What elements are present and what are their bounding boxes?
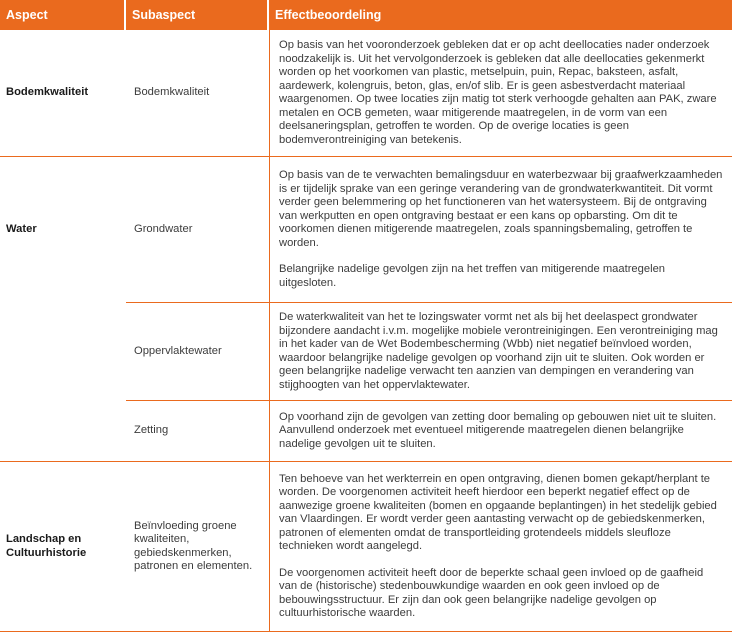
aspect-cell: Bodemkwaliteit: [0, 30, 126, 157]
table-row: [0, 30, 732, 157]
effect-paragraph: Op voorhand zijn de gevolgen van zetting door bemaling op gebouwen niet uit te sluiten. Aanvullend onderzoek met eventueel mitigerende maatregelen dienen belangrijke nadelige gevolgen uit te sluiten.: [279, 410, 717, 450]
subaspect-cell: Zetting: [126, 401, 269, 462]
effect-paragraph: De waterkwaliteit van het te lozingswater vormt net als bij het deelaspect grondwater bijzondere aandacht i.v.m. mogelijke mobiele verontreinigingen. Een verontreiniging mag in het kader van de Wet Bodembescherming (Wbb) niet negatief beïnvloed worden, waardoor belangrijke nadelige gevolgen op voorhand zijn uit te sluiten. Ook worden er geen belangrijke nadelige verwacht ten aanzien van dempingen en verandering van stijghoogten van het oppervlaktewater.: [279, 311, 718, 391]
subaspect-cell: Grondwater: [126, 157, 269, 303]
effect-cell: [269, 303, 732, 401]
effect-paragraph: Ten behoeve van het werkterrein en open ontgraving, dienen bomen gekapt/herplant te worden. De voorgenomen activiteit heeft hierdoor een beperkt negatief effect op de aanwezige groene kwaliteiten (bomen en opgaande beplantingen) in het stedelijk gebied van Vlaardingen. Er wordt verder geen aantasting verwacht op de gebiedskenmerken, patronen of elementen omdat de transportleiding grotendeels middels sleufloze technieken wordt aangelegd.: [279, 472, 717, 552]
effect-cell: [269, 157, 732, 303]
aspect-cell-empty: [0, 401, 126, 462]
effect-paragraph: Belangrijke nadelige gevolgen zijn na het treffen van mitigerende maatregelen uitgesloten.: [279, 263, 666, 289]
table-row: [0, 303, 732, 401]
header-aspect: Aspect: [0, 0, 126, 30]
table-row: [0, 462, 732, 632]
table-row: [0, 157, 732, 303]
header-subaspect: Subaspect: [126, 0, 269, 30]
table-row: [0, 401, 732, 462]
header-effect: Effectbeoordeling: [269, 0, 732, 30]
subaspect-cell: Beïnvloeding groene kwaliteiten, gebiedskenmerken, patronen en elementen.: [126, 462, 269, 632]
effect-cell: [269, 30, 732, 157]
table-header-row: [0, 0, 732, 30]
subaspect-cell: Oppervlaktewater: [126, 303, 269, 401]
aspect-cell-empty: [0, 303, 126, 401]
effect-paragraph: De voorgenomen activiteit heeft door de beperkte schaal geen invloed op de gaafheid van de (historische) stedenbouwkundige waarden en ook geen invloed op de bebouwingsstructuur. Er zijn dan ook geen belangrijke nadelige gevolgen op cultuurhistorische waarden.: [279, 566, 704, 619]
effect-cell: [269, 401, 732, 462]
effect-cell: [269, 462, 732, 632]
subaspect-cell: Bodemkwaliteit: [126, 30, 269, 157]
aspect-cell: Landschap en Cultuurhistorie: [0, 462, 126, 632]
aspect-cell: Water: [6, 223, 37, 236]
effect-paragraph: Op basis van het vooronderzoek gebleken dat er op acht deellocaties nader onderzoek noodzakelijk is. Uit het vervolgonderzoek is gebleken dat alle deellocaties gekenmerkt worden op het voorkomen van plastic, metselpuin, puin, Repac, baksteen, asfalt, aardewerk, kolengruis, beton, glas, en/of slib. Er is geen asbestverdacht materiaal waargenomen. Op twee locaties zijn matig tot sterk verhoogde gehalten aan PAK, zware metalen en OCB gemeten, waar mitigerende maatregelen, in de vorm van een deelsaneringsplan, getroffen te worden. Op de overige locaties is geen bodemverontreiniging van betekenis.: [279, 39, 717, 146]
effect-paragraph: Op basis van de te verwachten bemalingsduur en waterbezwaar bij graafwerkzaamheden is er tijdelijk sprake van een geringe verandering van de grondwaterkwantiteit. Dit vormt verder geen belemmering op het functioneren van het watersysteem. Bij de ontgraving van werkputten en open ontgraving bestaat er een kans op opbarsting. Om dit te voorkomen dienen mitigerende maatregelen, zoals spanningsbemaling, getroffen te worden.: [279, 169, 723, 249]
